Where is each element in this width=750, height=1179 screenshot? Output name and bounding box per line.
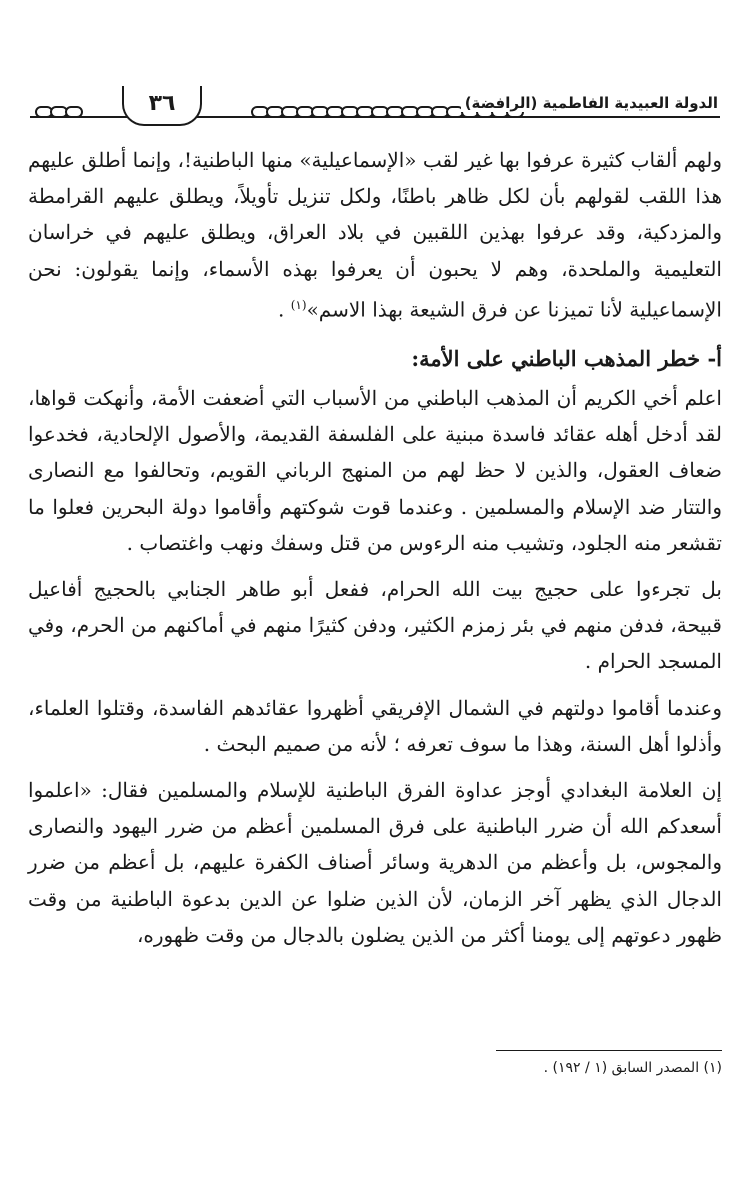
body-paragraphs	[28, 380, 722, 953]
footnote-ref: (١)	[290, 297, 307, 312]
paragraph-1	[28, 142, 722, 328]
footnote-rule	[496, 1050, 722, 1051]
footnote: (١) المصدر السابق (١ / ١٩٢) .	[543, 1060, 722, 1076]
paragraph-4: وعندما أقاموا دولتهم في الشمال الإفريقي أظهروا عقائدهم الفاسدة، وقتلوا العلماء، وأذلوا أهل السنة، وهذا ما سوف تعرفه ؛ لأنه من صميم البحث .	[28, 695, 722, 756]
paragraph-3: بل تجرءوا على حجيج بيت الله الحرام، ففعل أبو طاهر الجنابي بالحجيج أفاعيل قبيحة، فدفن منهم في بئر زمزم الكثير، ودفن كثيرًا منهم في أماكنهم من الحرم، وفي المسجد الحرام .	[28, 577, 722, 674]
page-number: ٣٦	[148, 91, 176, 116]
paragraph-2: اعلم أخي الكريم أن المذهب الباطني من الأسباب التي أضعفت الأمة، وأنهكت قواها، لقد أدخل أهله عقائد فاسدة مبنية على الفلسفة القديمة، والأصول الإلحادية، فخدعوا ضعاف العقول، والذين لا حظ لهم من المنهج الرباني القويم، وتحالفوا مع النصارى والتتار ضد الإسلام والمسلمين . وعندما قوت شوكتهم وأقاموا دولة البحرين فعلوا ما تقشعر منه الجلود، وتشيب منه الرءوس من قتل وسفك ونهب واغتصاب .	[28, 386, 722, 555]
paragraph-1-text: ولهم ألقاب كثيرة عرفوا بها غير لقب «الإسماعيلية» منها الباطنية!، وإنما أطلق عليهم هذا اللقب لقولهم بأن لكل ظاهر باطنًا، ولكل تنزيل تأويلاً، ويطلق عليهم القرامطة والمزدكية، وقد عرفوا بهذين اللقبين في بلاد العراق، ويطلق عليهم في خراسان التعليمية والملحدة، وهم لا يحبون أن يعرفوا بهذه الأسماء، وإنما يقولون: نحن الإسماعيلية لأنا تميزنا عن فرق الشيعة بهذا الاسم»	[28, 148, 722, 322]
section-heading: أ- خطر المذهب الباطني على الأمة:	[411, 346, 722, 371]
page-number-frame	[122, 86, 202, 126]
paragraph-1-block	[28, 142, 722, 328]
chain-ornament-left	[38, 106, 83, 118]
paragraph-1-tail: .	[278, 297, 291, 322]
paragraph-5: إن العلامة البغدادي أوجز عداوة الفرق الباطنية للإسلام والمسلمين فقال: «اعلموا أسعدكم الله أن ضرر الباطنية على فرق المسلمين أعظم من ضرر اليهود والنصارى والمجوس، بل وأعظم من الدهرية وسائر أصناف الكفرة عليهم، بل أعظم من ضرر الدجال الذي يظهر آخر الزمان، لأن الذين ضلوا عن الدين بدعوة الباطنية من وقت ظهور دعوتهم إلى يومنا أكثر من الذين يضلون بالدجال من وقت ظهوره،	[28, 778, 722, 947]
running-header	[30, 86, 720, 132]
running-title: الدولة العبيدية الفاطمية (الرافضة)	[461, 94, 718, 112]
